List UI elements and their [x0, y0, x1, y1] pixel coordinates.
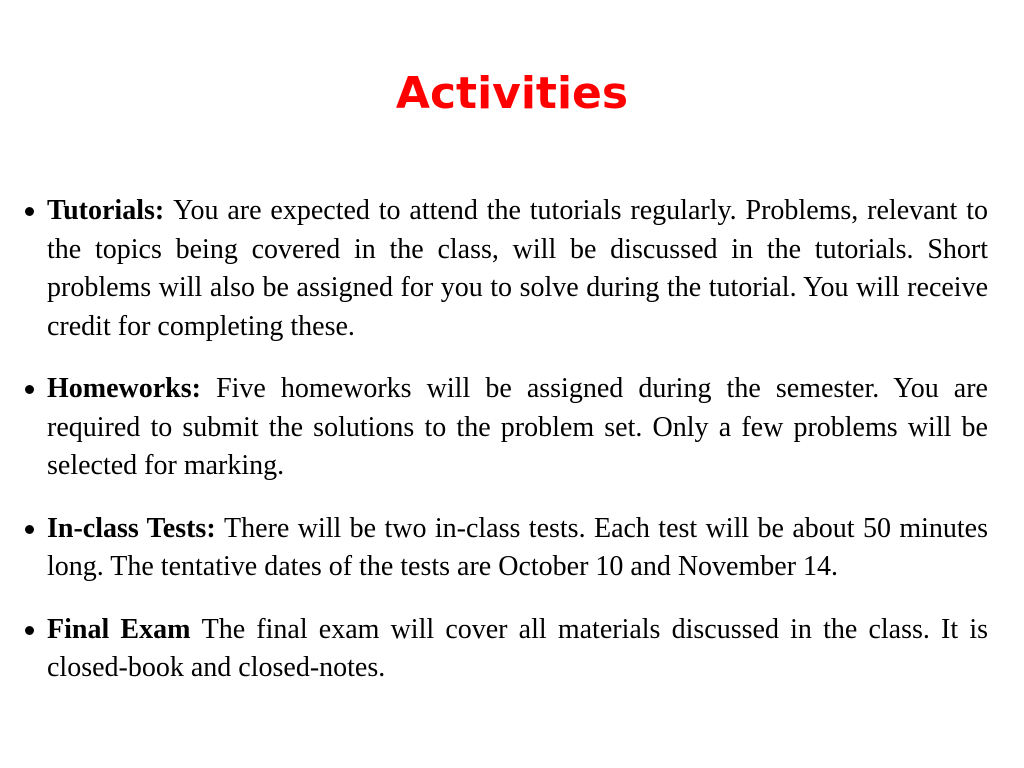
item-label: Tutorials: [47, 195, 174, 226]
slide-title: Activities [395, 68, 629, 119]
item-label: In-class Tests: [47, 512, 225, 544]
list-item-in-class-tests [20, 510, 988, 587]
bullet-icon [25, 207, 34, 216]
bullet-icon [25, 385, 34, 394]
bullet-icon [25, 525, 34, 534]
item-label: Homeworks: [47, 373, 217, 404]
list-item-homeworks [20, 370, 988, 486]
list-item-tutorials [20, 192, 988, 346]
activities-list [20, 192, 988, 712]
list-item-final-exam [20, 611, 988, 688]
item-text: There will be two in-class tests. Each test will be about 50 minutes long. The tentative dates of the tests are October 10 and November 14. [47, 512, 988, 582]
item-text: You are expected to attend the tutorials regularly. Problems, relevant to the topics being covered in the class, will be discussed in the tutorials. Short problems will also be assigned for you to solve during the tutorial. You will receive credit for completing these. [47, 195, 988, 342]
item-label: Final Exam [47, 613, 202, 645]
item-text: Five homeworks will be assigned during the semester. You are required to submit the solutions to the problem set. Only a few problems will be selected for marking. [47, 373, 988, 481]
bullet-icon [25, 626, 34, 635]
item-text: The final exam will cover all materials discussed in the class. It is closed-book and closed-notes. [47, 613, 989, 683]
